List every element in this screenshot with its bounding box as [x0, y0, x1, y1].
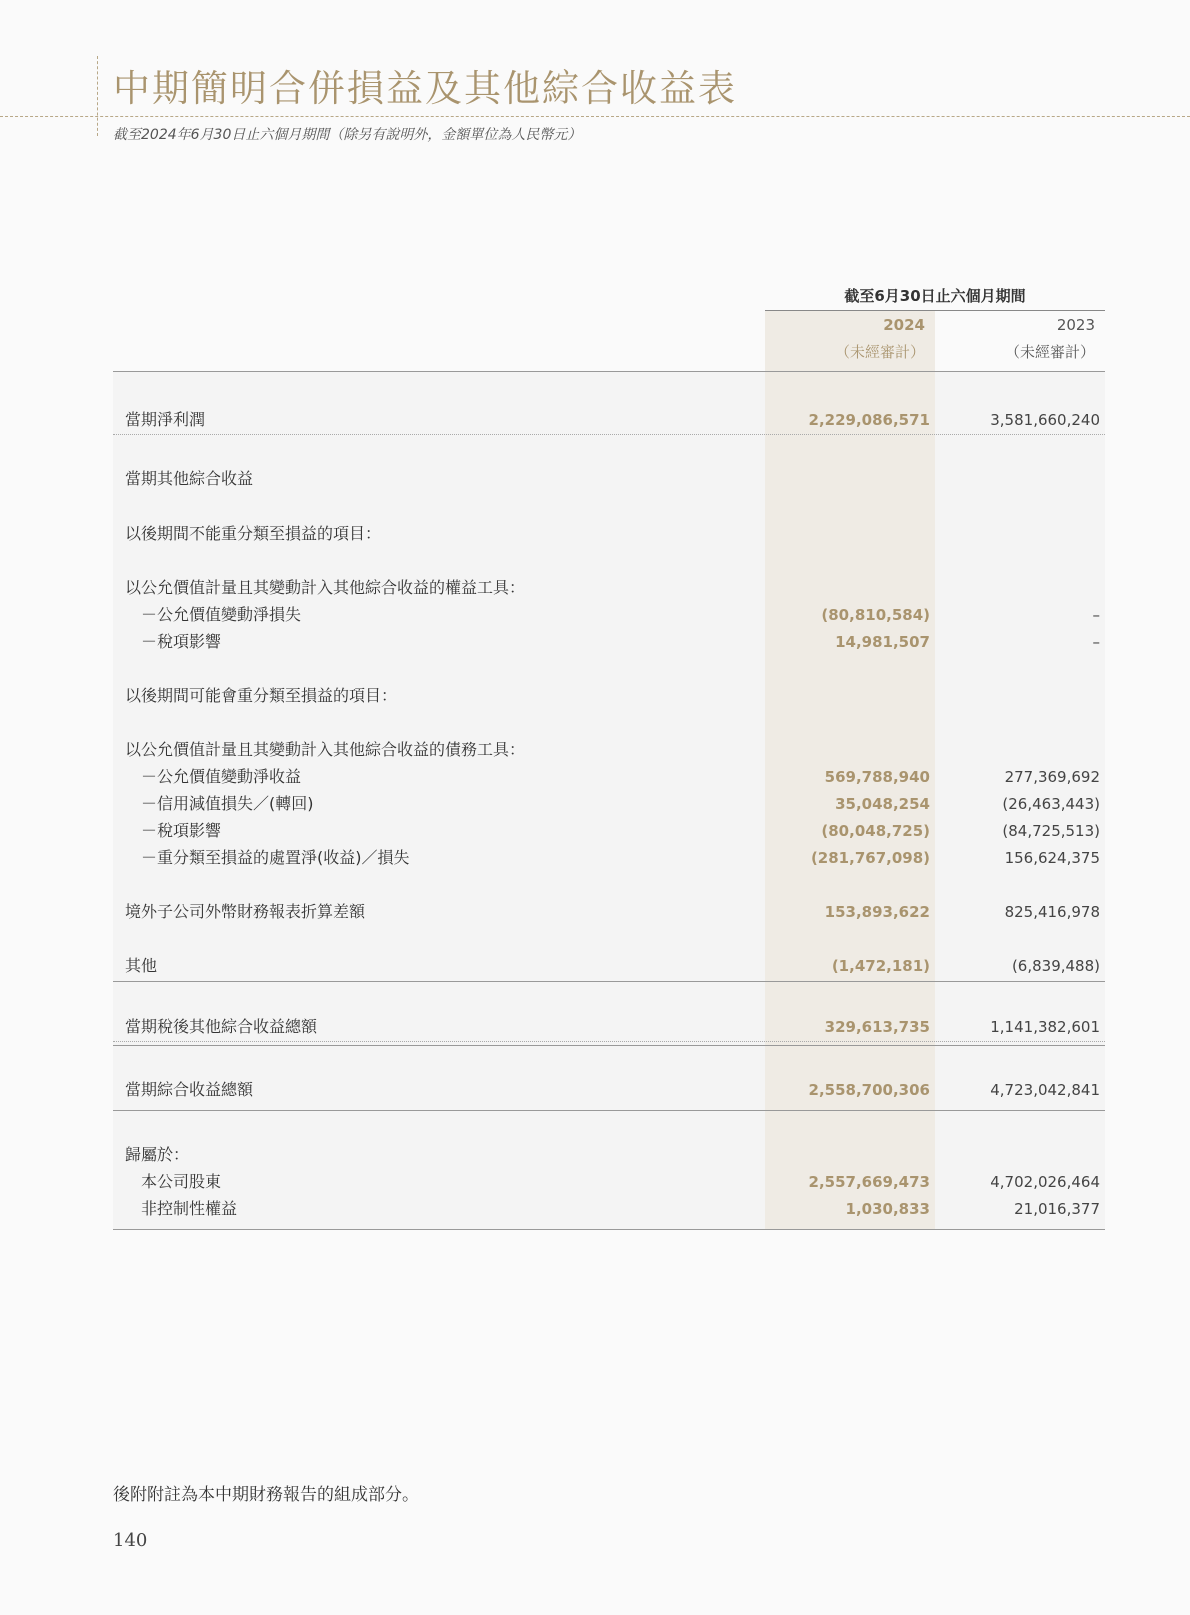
table-row — [113, 408, 1105, 432]
column-note-2023: （未經審計） — [1004, 343, 1095, 361]
row-label: 歸屬於： — [125, 1145, 190, 1164]
value-2023: 4,702,026,464 — [990, 1173, 1100, 1191]
row-divider — [113, 1110, 1105, 1111]
column-header-2023: 2023 — [1056, 316, 1095, 334]
page-title: 中期簡明合併損益及其他綜合收益表 — [113, 67, 737, 110]
value-2024: 14,981,507 — [835, 633, 930, 651]
table-row — [113, 522, 1105, 546]
table-row — [113, 792, 1105, 816]
table-row — [113, 1143, 1105, 1167]
page-subtitle: 截至2024年6月30日止六個月期間（除另有說明外，金額單位為人民幣元） — [113, 127, 582, 143]
table-row — [113, 467, 1105, 491]
row-label: 非控制性權益 — [141, 1199, 238, 1218]
value-2023: 1,141,382,601 — [990, 1018, 1100, 1036]
row-divider — [113, 1041, 1105, 1042]
row-label: －公允價值變動淨收益 — [141, 767, 302, 786]
table-bottom-rule — [113, 1229, 1105, 1230]
table-row — [113, 576, 1105, 600]
row-label: －重分類至損益的處置淨(收益)／損失 — [141, 848, 410, 867]
footnote: 後附附註為本中期財務報告的組成部分。 — [113, 1485, 419, 1505]
row-label: －稅項影響 — [141, 821, 222, 840]
value-2023: (6,839,488) — [1011, 957, 1100, 975]
period-heading-rule — [765, 310, 1105, 311]
value-2023: (26,463,443) — [1002, 795, 1100, 813]
value-2024: 153,893,622 — [824, 903, 930, 921]
row-label: －信用減值損失／(轉回) — [141, 794, 314, 813]
row-label: －稅項影響 — [141, 632, 222, 651]
table-row — [113, 684, 1105, 708]
row-label: 其他 — [125, 956, 158, 975]
value-2024: 569,788,940 — [824, 768, 930, 786]
table-row — [113, 603, 1105, 627]
table-row — [113, 819, 1105, 843]
row-label: 境外子公司外幣財務報表折算差額 — [125, 902, 366, 921]
value-2023: 156,624,375 — [1004, 849, 1100, 867]
row-label: 當期其他綜合收益 — [125, 469, 254, 488]
value-2023: 825,416,978 — [1004, 903, 1100, 921]
value-2024: (80,048,725) — [821, 822, 930, 840]
page-number: 140 — [113, 1530, 148, 1551]
table-row — [113, 846, 1105, 870]
title-divider — [0, 116, 1190, 117]
value-2024: (281,767,098) — [810, 849, 930, 867]
value-2024: 2,558,700,306 — [808, 1081, 930, 1099]
value-2024: (1,472,181) — [831, 957, 930, 975]
column-note-2024: （未經審計） — [834, 343, 925, 361]
row-label: 以公允價值計量且其變動計入其他綜合收益的債務工具： — [125, 740, 526, 759]
row-label: 以後期間不能重分類至損益的項目： — [125, 524, 382, 543]
table-row — [113, 630, 1105, 654]
value-2024: 2,229,086,571 — [808, 411, 930, 429]
period-heading: 截至6月30日止六個月期間 — [844, 287, 1026, 305]
value-2024: 2,557,669,473 — [808, 1173, 930, 1191]
value-2023: – — [1092, 633, 1100, 651]
value-2024: (80,810,584) — [821, 606, 930, 624]
header-rule — [113, 371, 1105, 372]
row-label: －公允價值變動淨損失 — [141, 605, 302, 624]
value-2024: 35,048,254 — [835, 795, 930, 813]
table-row — [113, 1078, 1105, 1102]
row-label: 當期綜合收益總額 — [125, 1080, 254, 1099]
value-2024: 1,030,833 — [845, 1200, 930, 1218]
row-divider — [113, 1045, 1105, 1046]
table-row — [113, 765, 1105, 789]
column-header-2024: 2024 — [883, 316, 925, 334]
table-row — [113, 954, 1105, 978]
row-label: 當期稅後其他綜合收益總額 — [125, 1017, 318, 1036]
row-divider — [113, 434, 1105, 435]
row-label: 以公允價值計量且其變動計入其他綜合收益的權益工具： — [125, 578, 526, 597]
row-label: 當期淨利潤 — [125, 410, 206, 429]
title-marker — [97, 56, 98, 136]
table-row — [113, 900, 1105, 924]
table-row — [113, 1015, 1105, 1039]
row-label: 本公司股東 — [141, 1172, 222, 1191]
value-2023: – — [1092, 606, 1100, 624]
table-row — [113, 1170, 1105, 1194]
row-label: 以後期間可能會重分類至損益的項目： — [125, 686, 398, 705]
value-2023: 277,369,692 — [1004, 768, 1100, 786]
value-2023: 4,723,042,841 — [990, 1081, 1100, 1099]
value-2024: 329,613,735 — [824, 1018, 930, 1036]
value-2023: 21,016,377 — [1014, 1200, 1100, 1218]
table-row — [113, 1197, 1105, 1221]
row-divider — [113, 981, 1105, 982]
value-2023: 3,581,660,240 — [990, 411, 1100, 429]
value-2023: (84,725,513) — [1002, 822, 1100, 840]
table-row — [113, 738, 1105, 762]
